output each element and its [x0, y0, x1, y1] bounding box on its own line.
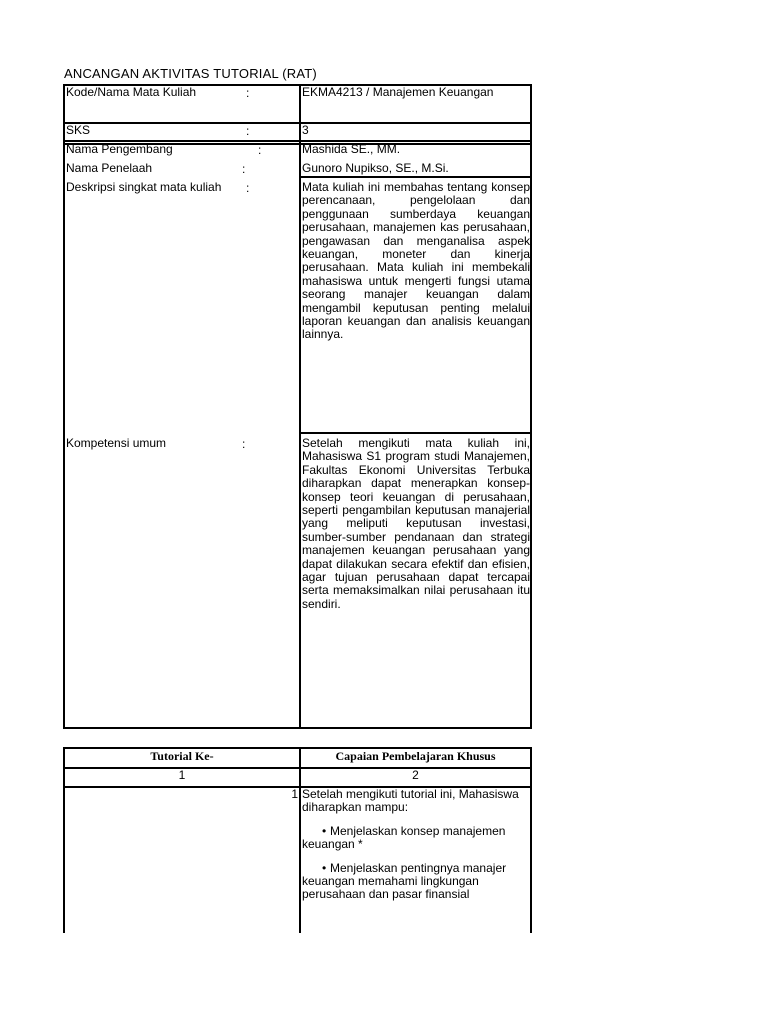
colon: : — [242, 162, 246, 176]
learning-outcomes-cell — [302, 788, 528, 902]
sks-label: SKS — [66, 123, 91, 137]
competency-value: Setelah mengikuti mata kuliah ini, Mahasiswa S1 program studi Manajemen, Fakultas Ekonomi Universitas Terbuka diharapkan dapat menerapkan konsep-konsep teori keuangan di perusahaan, seperti pengambilan keputusan manajerial yang meliputi keputusan investasi, sumber-sumber pendanaan dan strategi manajemen keuangan perusahaan yang dapat dilakukan secara efektif dan efisien, agar tujuan perusahaan dapat tercapai serta memaksimalkan nilai perusahaan itu sendiri. — [302, 436, 530, 611]
document-title: ANCANGAN AKTIVITAS TUTORIAL (RAT) — [64, 66, 317, 81]
colon: : — [246, 124, 250, 138]
competency-label: Kompetensi umum — [66, 436, 167, 450]
column-number-2: 2 — [412, 768, 419, 782]
list-item: • Menjelaskan pentingnya manajer keuangan memahami lingkungan perusahaan dan pasar finansial — [302, 860, 507, 902]
outcomes-list — [302, 825, 528, 902]
description-value: Mata kuliah ini membahas tentang konsep perencanaan, pengelolaan dan penggunaan sumberdaya keuangan perusahaan, manajemen kas perusahaan, pengawasan dan menganalisa aspek keuangan, moneter dan kinerja perusahaan. Mata kuliah ini membekali mahasiswa untuk mengerti fungsi utama seorang manajer keuangan dalam mengambil keputusan penting melalui laporan keuangan dan analisis keuangan lainnya. — [302, 180, 530, 342]
tutorial-number: 1 — [291, 787, 298, 801]
developer-value: Mashida SE., MM. — [302, 142, 401, 156]
description-label: Deskripsi singkat mata kuliah — [66, 180, 222, 194]
sks-value: 3 — [302, 123, 309, 137]
header-learning-outcomes: Capaian Pembelajaran Khusus — [335, 749, 496, 763]
colon: : — [242, 437, 246, 451]
reviewer-label: Nama Penelaah — [66, 161, 153, 175]
course-code-label: Kode/Nama Mata Kuliah — [66, 85, 197, 99]
outcomes-intro: Setelah mengikuti tutorial ini, Mahasiswa diharapkan mampu: — [302, 787, 519, 815]
colon: : — [258, 143, 262, 157]
colon: : — [246, 181, 250, 195]
reviewer-value: Gunoro Nupikso, SE., M.Si. — [302, 161, 449, 175]
column-number-1: 1 — [178, 768, 186, 782]
course-code-value: EKMA4213 / Manajemen Keuangan — [302, 85, 494, 99]
colon: : — [246, 86, 250, 100]
header-tutorial-no: Tutorial Ke- — [150, 749, 214, 763]
list-item: • Menjelaskan konsep manajemen keuangan * — [302, 823, 506, 852]
developer-label: Nama Pengembang — [66, 142, 173, 156]
